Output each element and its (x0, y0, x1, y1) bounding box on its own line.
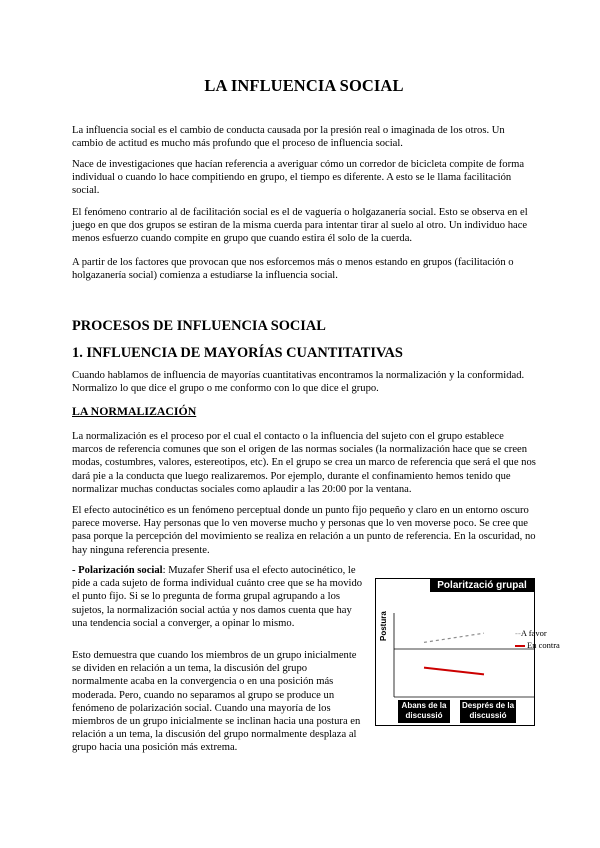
intro-paragraph-1: La influencia social es el cambio de conducta causada por la presión real o imaginada de los otros. Un cambio de actitud es mucho más profundo que el proceso de influencia social. (72, 125, 505, 150)
subsection-heading: 1. INFLUENCIA DE MAYORÍAS CUANTITATIVAS (72, 345, 403, 361)
normalizacion-heading: LA NORMALIZACIÓN (72, 404, 197, 418)
chart-title: Polarització grupal (430, 579, 534, 592)
series-line-a-favor (424, 633, 484, 642)
legend-label-en-contra: En contra (527, 640, 560, 650)
intro-paragraph-2: Nace de investigaciones que hacían referencia a averiguar cómo un corredor de bicicleta compite de forma individual o cuando lo hace compitiendo en grupo, el tiempo es diferente. A esto se le llama facilitación social. (72, 159, 525, 197)
subsection-text: Cuando hablamos de influencia de mayorías cuantitativas encontramos la normalización y la conformidad. Normalizo lo que dice el grupo o me conformo con lo que dice el grupo. (72, 370, 525, 395)
section-heading: PROCESOS DE INFLUENCIA SOCIAL (72, 318, 326, 334)
polarizacion-text: : Muzafer Sherif usa el efecto autocinético, le pide a cada sujeto de forma individual cuánto cree que se ha movido el punto fijo. Si se lo pregunta de forma grupal agrupando a los sujetos, la normalización social actúa y nos damos cuenta que hay una tendencia social a converger, a opinar lo mismo. (72, 565, 363, 629)
legend-entry-a-favor: - - A favor (515, 628, 547, 638)
intro-paragraph-3: El fenómeno contrario al de facilitación social es el de vaguería o holgazanería social. Esto se observa en el juego en que dos grupos se estiran de la misma cuerda para intentar tirar al suelo al otro. Un individuo hace menos esfuerzo cuando compite en grupo que cuando estira él solo de la cuerda. (72, 207, 528, 245)
intro-paragraph-4: A partir de los factores que provocan que nos esforcemos más o menos estando en grupos (facilitación o holgazanería social) comienza a estudiarse la influencia social. (72, 257, 514, 282)
document-title: LA INFLUENCIA SOCIAL (204, 76, 404, 95)
normalizacion-paragraph-2: El efecto autocinético es un fenómeno perceptual donde un punto fijo pequeño y claro en un entorno oscuro parece moverse. Hay personas que lo ven moverse mucho y personas que lo ven moverse poco. Se cree que pasa porque la percepción del movimiento se realiza en relación a un punto de referencia. En la oscuridad, no hay ninguna referencia presente. (72, 505, 536, 556)
polarizacion-paragraph-2: Esto demuestra que cuando los miembros de un grupo inicialmente se dividen en relación a un tema, la discusión del grupo normalmente acaba en la convergencia o en una posición más moderada. Pero, cuando no separamos al grupo se produce un fenómeno de polarización social. Cuando una mayoría de los miembros de un grupo inicialmente se inclinan hacia una postura en relación a un tema, la discusión del grupo normalmente desplaza al grupo hacia una posición más extrema. (72, 650, 361, 754)
legend-label-a-favor: A favor (520, 628, 547, 638)
series-line-en-contra (424, 668, 484, 675)
polarization-chart (375, 578, 535, 726)
legend-entry-en-contra (515, 640, 560, 650)
chart-y-axis-label: Postura (379, 611, 388, 641)
chart-x-tick-label-before: Abans de la discussió (398, 700, 450, 723)
normalizacion-paragraph-1: La normalización es el proceso por el cual el contacto o la influencia del sujeto con el grupo establece marcos de referencia comunes que son el origen de las normas sociales (la normalización hace que se creen modas, costumbres, valores, estereotipos, etc). En el grupo se crea un marco de referencia que será el que nos dará pie a la conducta que luego realizaremos. Por ejemplo, durante el confinamiento hemos tenido que normalizar muchas conductas sociales como aplaudir a las 20:00 por la ventana. (72, 431, 536, 495)
chart-x-tick-label-after: Després de la discussió (460, 700, 516, 723)
polarizacion-paragraph (72, 564, 364, 630)
polarizacion-label: - Polarización social (72, 565, 163, 576)
